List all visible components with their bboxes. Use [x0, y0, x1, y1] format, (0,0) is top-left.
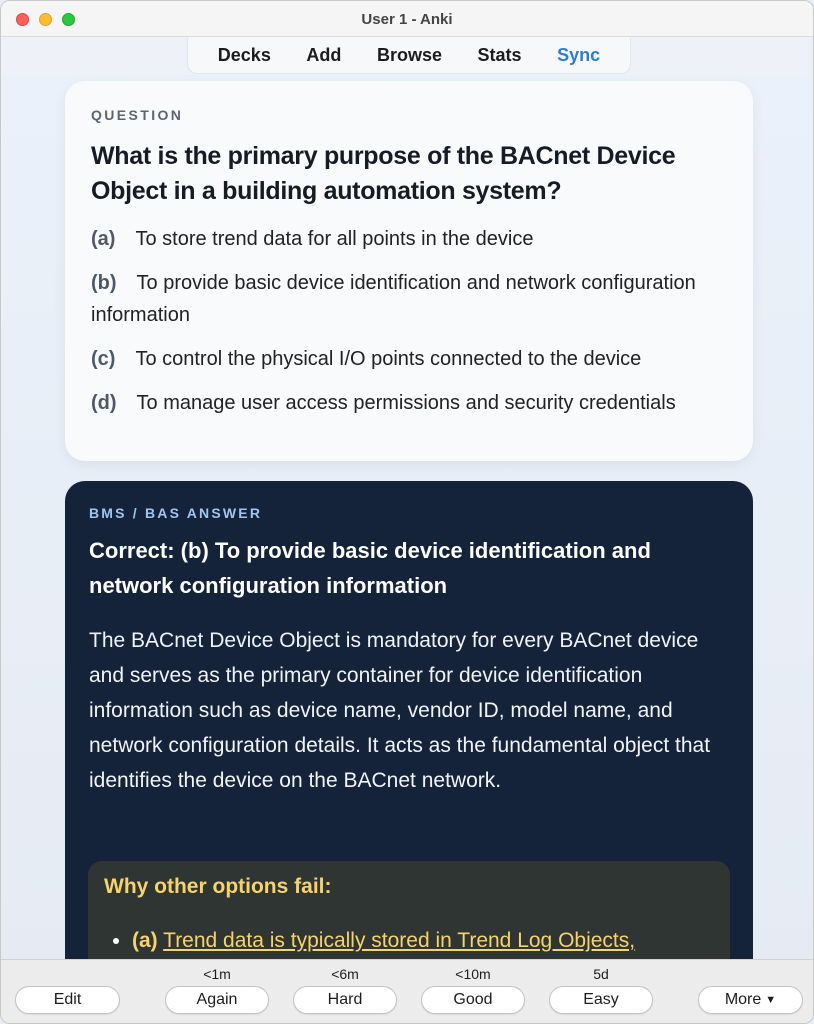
option-b — [91, 267, 727, 331]
option-letter: (d) — [91, 392, 117, 414]
browse-button[interactable]: Browse — [376, 44, 442, 65]
easy-button[interactable]: Easy — [549, 986, 653, 1014]
option-text: To control the physical I/O points connected to the device — [135, 348, 642, 370]
option-d — [91, 387, 727, 419]
option-a — [91, 223, 727, 255]
window-title: User 1 - Anki — [361, 11, 453, 28]
add-button[interactable]: Add — [306, 44, 342, 65]
decks-button[interactable]: Decks — [217, 44, 271, 65]
question-text: What is the primary purpose of the BACnet Device Object in a building automation system? — [91, 142, 676, 205]
option-c — [91, 343, 727, 375]
answer-card — [65, 481, 753, 959]
why-title: Why other options fail: — [104, 875, 332, 898]
stats-button[interactable]: Stats — [477, 44, 522, 65]
easy-interval: 5d — [593, 966, 609, 982]
card-view[interactable] — [1, 75, 814, 959]
question-card — [65, 81, 753, 461]
why-item-text: Trend data is typically stored in Trend Log Objects, — [163, 929, 636, 952]
sync-button[interactable]: Sync — [557, 44, 601, 65]
question-label: QUESTION — [91, 107, 184, 123]
why-other-options-box — [88, 861, 730, 959]
hard-interval: <6m — [331, 966, 359, 982]
edit-button[interactable]: Edit — [15, 986, 120, 1014]
title-bar — [1, 1, 813, 37]
option-letter: (b) — [91, 272, 117, 294]
option-letter: (a) — [91, 228, 116, 250]
option-letter: (c) — [91, 348, 116, 370]
why-item — [132, 929, 714, 953]
caret-down-icon: ▼ — [765, 994, 777, 1006]
why-item-letter: (a) — [132, 929, 158, 952]
again-button[interactable]: Again — [165, 986, 269, 1014]
why-list — [104, 929, 714, 953]
option-text: To provide basic device identification and network configuration information — [91, 272, 696, 326]
good-interval: <10m — [455, 966, 491, 982]
option-text: To manage user access permissions and security credentials — [136, 392, 676, 414]
main-toolbar — [187, 37, 631, 74]
correct-answer: Correct: (b) To provide basic device identification and network configuration information — [89, 538, 651, 598]
more-label: More — [724, 991, 762, 1008]
option-text: To store trend data for all points in the device — [135, 228, 534, 250]
options-list — [91, 223, 727, 419]
again-interval: <1m — [203, 966, 231, 982]
hard-button[interactable]: Hard — [293, 986, 397, 1014]
good-button[interactable]: Good — [421, 986, 525, 1014]
answer-label: BMS / BAS ANSWER — [89, 505, 263, 521]
answer-explanation: The BACnet Device Object is mandatory for every BACnet device and serves as the primary container for device identification information such as device name, vendor ID, model name, and network configuration details. It acts as the fundamental object that identifies the device on the BACnet network. — [89, 629, 711, 792]
more-button[interactable] — [698, 986, 803, 1014]
review-bottom-bar — [1, 959, 814, 1024]
